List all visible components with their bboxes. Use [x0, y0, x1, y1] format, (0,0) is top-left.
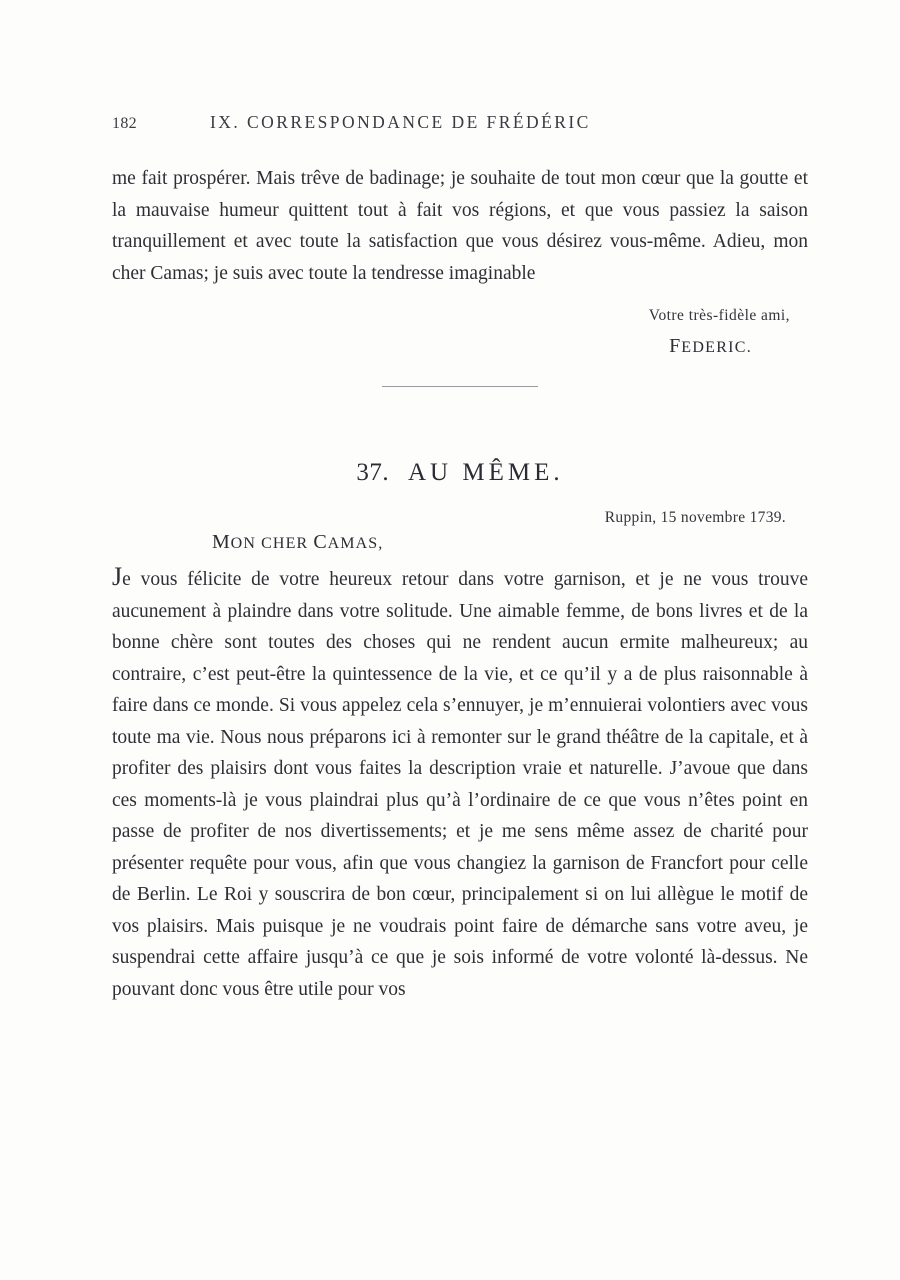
closing-line: Votre très-fidèle ami, [648, 307, 790, 324]
running-head-title: IX. CORRESPONDANCE DE FRÉDÉRIC [210, 112, 591, 132]
continued-letter-paragraph: me fait prospérer. Mais trêve de badinage; je souhaite de tout mon cœur que la goutte et la mauvaise humeur quittent tout à fait vos régions, et que vous passiez la saison tranquillement et avec toute la satisfaction que vous désirez vous-même. Adieu, mon cher Camas; je suis avec toute la tendresse imaginable [112, 168, 808, 284]
letter-dateline: Ruppin, 15 novembre 1739. [604, 509, 786, 526]
section-heading [112, 459, 808, 487]
page-number: 182 [112, 115, 137, 132]
section-divider [112, 386, 808, 387]
letter-salutation: MON CHER CAMAS, [212, 531, 384, 553]
running-head [112, 112, 808, 133]
letter-body-paragraph: Je vous félicite de votre heureux retour dans votre garnison, et je ne vous trouve aucunement à plaindre dans votre solitude. Une aimable femme, de bons livres et de la bonne chère sont toutes des choses qui ne rendent aucun ermite malheureux; au contraire, c’est peut-être la quintessence de la vie, et ce qu’il y a de plus raisonnable à faire dans ce monde. Si vous appelez cela s’ennuyer, je m’ennuierai volontiers avec vous toute ma vie. Nous nous préparons ici à remonter sur le grand théâtre de la capitale, et à profiter des plaisirs dont vous faites la description vraie et naturelle. J’avoue que dans ces moments-là je vous plaindrai plus qu’à l’ordinaire de ce que vous n’êtes point en passe de profiter de nos divertissements; et je me sens même assez de charité pour présenter requête pour vous, afin que vous changiez la garnison de Francfort pour celle de Berlin. Le Roi y souscrira de bon cœur, principalement si on lui allègue le motif de vos plaisirs. Mais puisque je ne voudrais point faire de démarche sans votre aveu, je suspendrai cette affaire jusqu’à ce que je sois informé de votre volonté là-dessus. Ne pouvant donc vous être utile pour vos [112, 562, 808, 1000]
section-number: 37. [356, 459, 390, 486]
section-title: AU MÊME. [408, 459, 564, 486]
page-content [112, 112, 808, 1005]
divider-rule [382, 386, 538, 387]
letter-signoff [112, 307, 808, 358]
signature: FEDERIC. [669, 335, 752, 357]
